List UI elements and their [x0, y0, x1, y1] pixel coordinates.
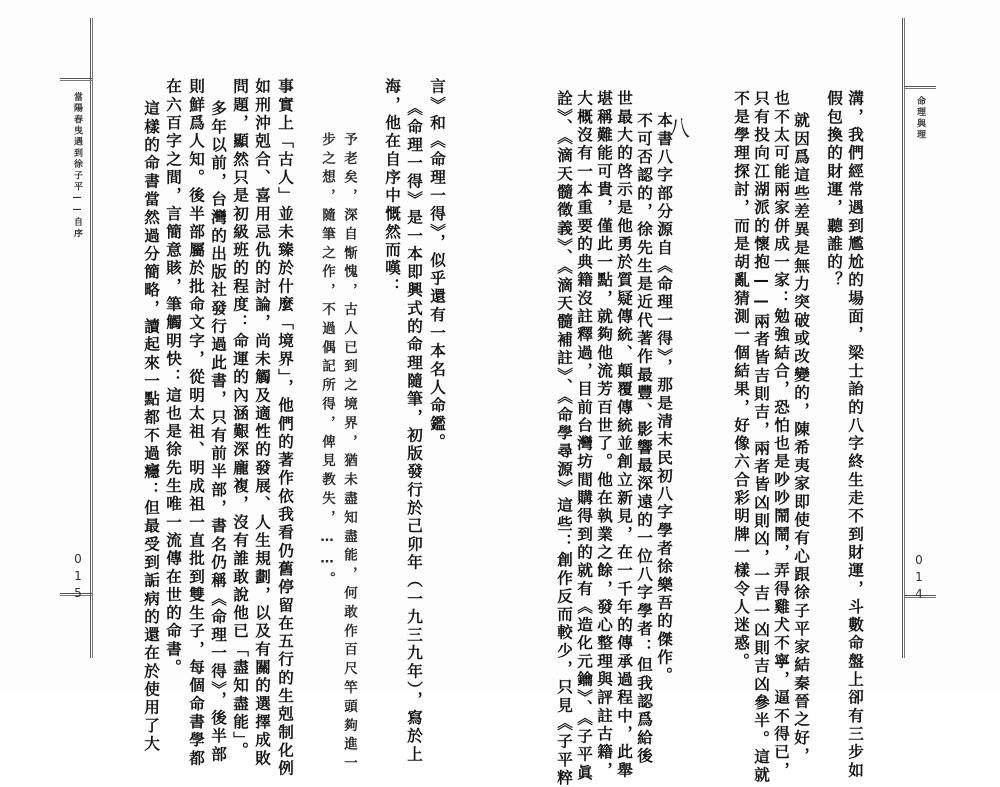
text-column: 不是學理探討，而是胡亂猜測一個結果，好像六合彩明牌一樣令人迷惑。 [732, 90, 750, 671]
text-column: 本書八字部分源自《命理一得》，那是清末民初八字學者徐樂吾的傑作。 [655, 112, 673, 685]
text-column: 只有投向江湖派的懷抱——兩者皆吉則吉，兩者皆凶則凶，一吉一凶則吉凶參半。這就 [752, 90, 770, 785]
right-top-corner-rule [904, 86, 936, 89]
right-margin-rule [902, 18, 905, 658]
text-column: 大概沒有一本重要的典籍沒註釋過，目前台灣坊間購得到的就有《造化元鑰》、《子平眞 [575, 90, 593, 783]
page-number: 015 [71, 552, 85, 603]
section-heading: 八 [668, 117, 691, 142]
text-column: 言》和《命理一得》，似乎還有一本名人命鑑。 [428, 78, 446, 452]
quote-column: 步之想，隨筆之作，不過偶記所得，俾見教失，……。 [319, 132, 335, 591]
text-column: 這樣的命書當然過分簡略，讀起來一點都不過癮：但最受到詬病的還在於使用了大 [142, 100, 160, 754]
text-column: 不可否認的，徐先生是近代著作最豐、影響最深遠的一位八字學者：但我認爲給後 [635, 112, 653, 766]
quote-column: 予老矣，深自惭愧，古人已到之境界，猶未盡知盡能，何敢作百尺竿頭夠進一 [341, 132, 357, 775]
left-top-corner-rule [60, 78, 92, 81]
text-column: 就因爲這些差異是無力突破或改變的，陳希夷家即使有心跟徐子平家結秦晉之好， [792, 112, 810, 766]
text-column: 堪稱難能可貴，僅此一點，就夠他流芳百世了。他在執業之餘，發心整理與評註古籍， [595, 90, 613, 780]
text-column: 則鮮爲人知。後半部屬於批命文字，從明太祖、明成祖一直批到雙生子，每個命書學都 [187, 78, 205, 768]
right-page [500, 0, 1000, 787]
text-column: 多年以前，台灣的出版社發行過此書，只有前半部，書名仍稱《命理一得》，後半部 [209, 100, 227, 764]
text-column: 詮》、《滴天髓徵義》、《滴天髓補註》、《命學尋源》這些：創作反而較少，只見《子平粹 [555, 90, 573, 787]
text-column: 假包換的財運，聽誰的？ [825, 90, 843, 290]
running-head: 當陽春曳遇到徐子平——自序 [72, 92, 82, 240]
text-column: 海，他在自序中慨然而嘆： [383, 78, 401, 296]
text-column: 在六百字之間，言簡意賅，筆觸明快：這也是徐先生唯一流傳在世的命書。 [164, 78, 182, 677]
text-column: 也不太可能兩家併成一家：勉強結合，恐怕也是吵吵鬧鬧，弄得雞犬不寧，逼不得已， [772, 90, 790, 780]
left-page [0, 0, 500, 779]
left-margin-rule [90, 18, 93, 658]
page-number: 014 [912, 553, 926, 604]
text-column: 溝，我們經常遇到尷尬的場面，梁士詒的八字終生走不到財運，斗數命盤上卻有三步如 [846, 90, 864, 780]
text-column: 如刑沖剋合、喜用忌仇的討論，尚未觸及適性的發展、人生規劃，以及有關的選擇成敗 [253, 78, 271, 768]
text-column: 《命理一得》是一本即興式的命理隨筆，初版發行於己卯年（一九三九年），寫於上 [405, 100, 423, 764]
running-head: 命理與理 [915, 96, 925, 141]
text-column: 世最大的啓示是他勇於質疑傳統、顛覆傳統並創立新見，在一千年的傳承過程中，此舉 [615, 90, 633, 780]
text-column: 事實上「古人」並未臻於什麼「境界」，他們的著作依我看仍舊停留在五行的生剋制化例 [276, 78, 294, 779]
text-column: 問題，顯然只是初級班的程度：命運的內涵艱深龐複，沒有誰敢說他已「盡知盡能」。 [231, 78, 249, 760]
